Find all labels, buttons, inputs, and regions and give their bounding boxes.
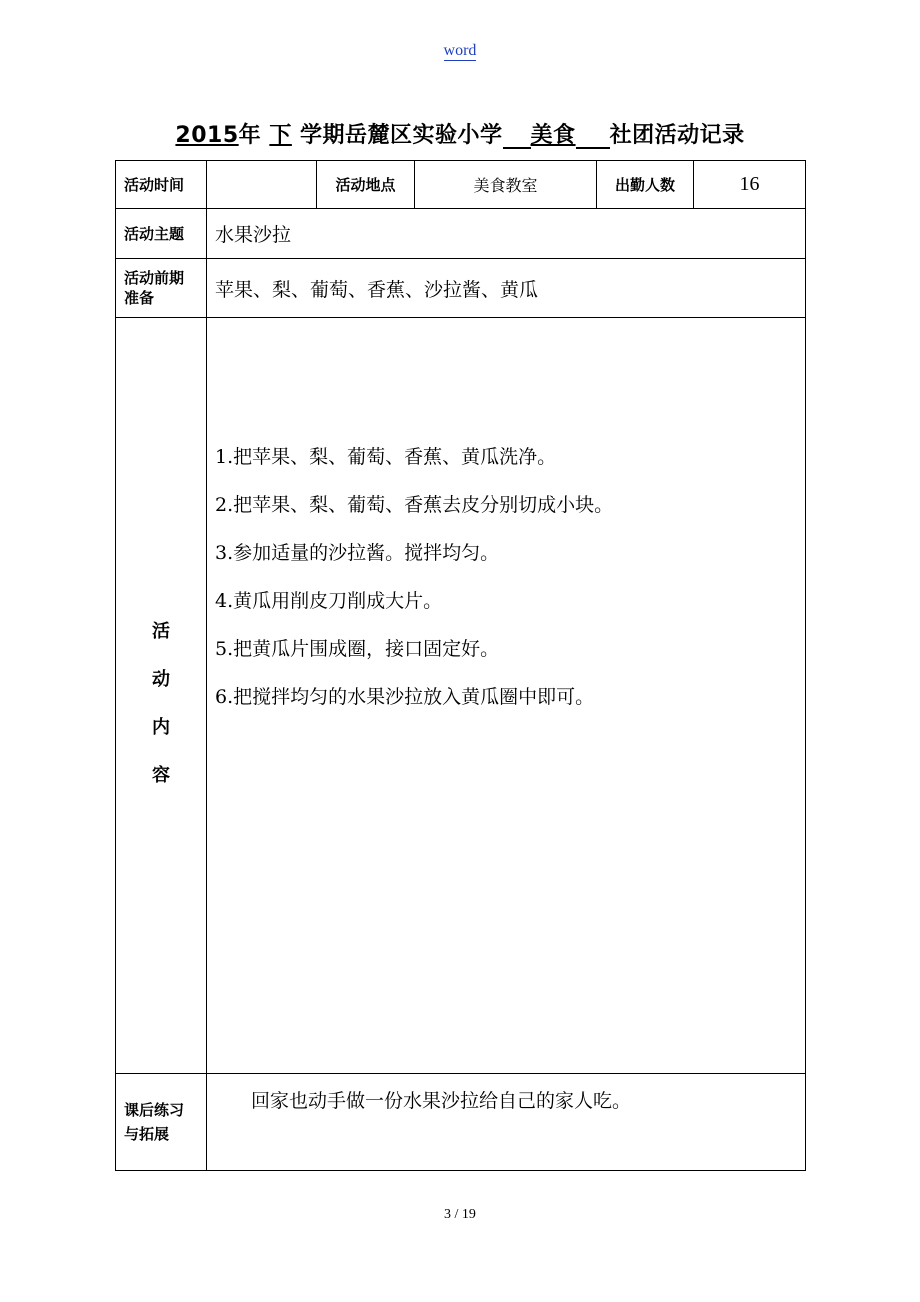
title-term: 下 bbox=[269, 123, 292, 148]
title-blank-right bbox=[576, 123, 610, 149]
time-label: 活动时间 bbox=[116, 161, 207, 209]
content-label-char: 容 bbox=[152, 765, 170, 786]
prep-label-line1: 活动前期 bbox=[124, 269, 185, 287]
step-item: 4.黄瓜用削皮刀削成大片。 bbox=[215, 590, 443, 612]
title-blank-left bbox=[503, 123, 531, 149]
place-label: 活动地点 bbox=[317, 161, 415, 209]
content-label bbox=[116, 318, 207, 1074]
prep-value: 苹果、梨、葡萄、香蕉、沙拉酱、黄瓜 bbox=[207, 259, 806, 318]
header-word-link[interactable] bbox=[0, 42, 920, 60]
page-title bbox=[0, 118, 920, 149]
title-school: 学期岳麓区实验小学 bbox=[300, 123, 503, 148]
step-item: 1.把苹果、梨、葡萄、香蕉、黄瓜洗净。 bbox=[215, 446, 557, 468]
title-year: 2015 bbox=[175, 123, 239, 148]
time-value bbox=[207, 161, 317, 209]
table-row-time bbox=[116, 161, 806, 209]
attendance-value: 16 bbox=[694, 161, 806, 209]
content-label-char: 动 bbox=[152, 669, 170, 690]
step-item: 2.把苹果、梨、葡萄、香蕉去皮分别切成小块。 bbox=[215, 494, 614, 516]
step-item: 6.把搅拌均匀的水果沙拉放入黄瓜圈中即可。 bbox=[215, 686, 595, 708]
page-number: 3 / 19 bbox=[444, 1207, 476, 1222]
table-row-content bbox=[116, 318, 806, 1074]
theme-label: 活动主题 bbox=[116, 209, 207, 259]
title-club: 美食 bbox=[530, 123, 576, 148]
attendance-label: 出勤人数 bbox=[597, 161, 694, 209]
step-item: 5.把黄瓜片围成圈，接口固定好。 bbox=[215, 638, 500, 660]
table-row-theme bbox=[116, 209, 806, 259]
content-label-char: 内 bbox=[152, 717, 170, 738]
place-value: 美食教室 bbox=[415, 161, 597, 209]
homework-value: 回家也动手做一份水果沙拉给自己的家人吃。 bbox=[207, 1074, 806, 1171]
title-suffix: 社团活动记录 bbox=[609, 123, 745, 148]
homework-label bbox=[116, 1074, 207, 1171]
prep-label-line2: 准备 bbox=[124, 289, 155, 307]
steps-list bbox=[215, 433, 805, 721]
theme-value: 水果沙拉 bbox=[207, 209, 806, 259]
word-link-text[interactable]: word bbox=[443, 42, 477, 59]
table-row-prep bbox=[116, 259, 806, 318]
homework-label-line1: 课后练习 bbox=[124, 1101, 185, 1119]
content-label-char: 活 bbox=[152, 621, 170, 642]
content-body bbox=[207, 318, 806, 1074]
prep-label bbox=[116, 259, 207, 318]
activity-record-table bbox=[115, 160, 806, 1171]
step-item: 3.参加适量的沙拉酱。搅拌均匀。 bbox=[215, 542, 500, 564]
title-year-suffix: 年 bbox=[238, 123, 262, 148]
homework-label-line2: 与拓展 bbox=[124, 1125, 170, 1143]
table-row-homework bbox=[116, 1074, 806, 1171]
